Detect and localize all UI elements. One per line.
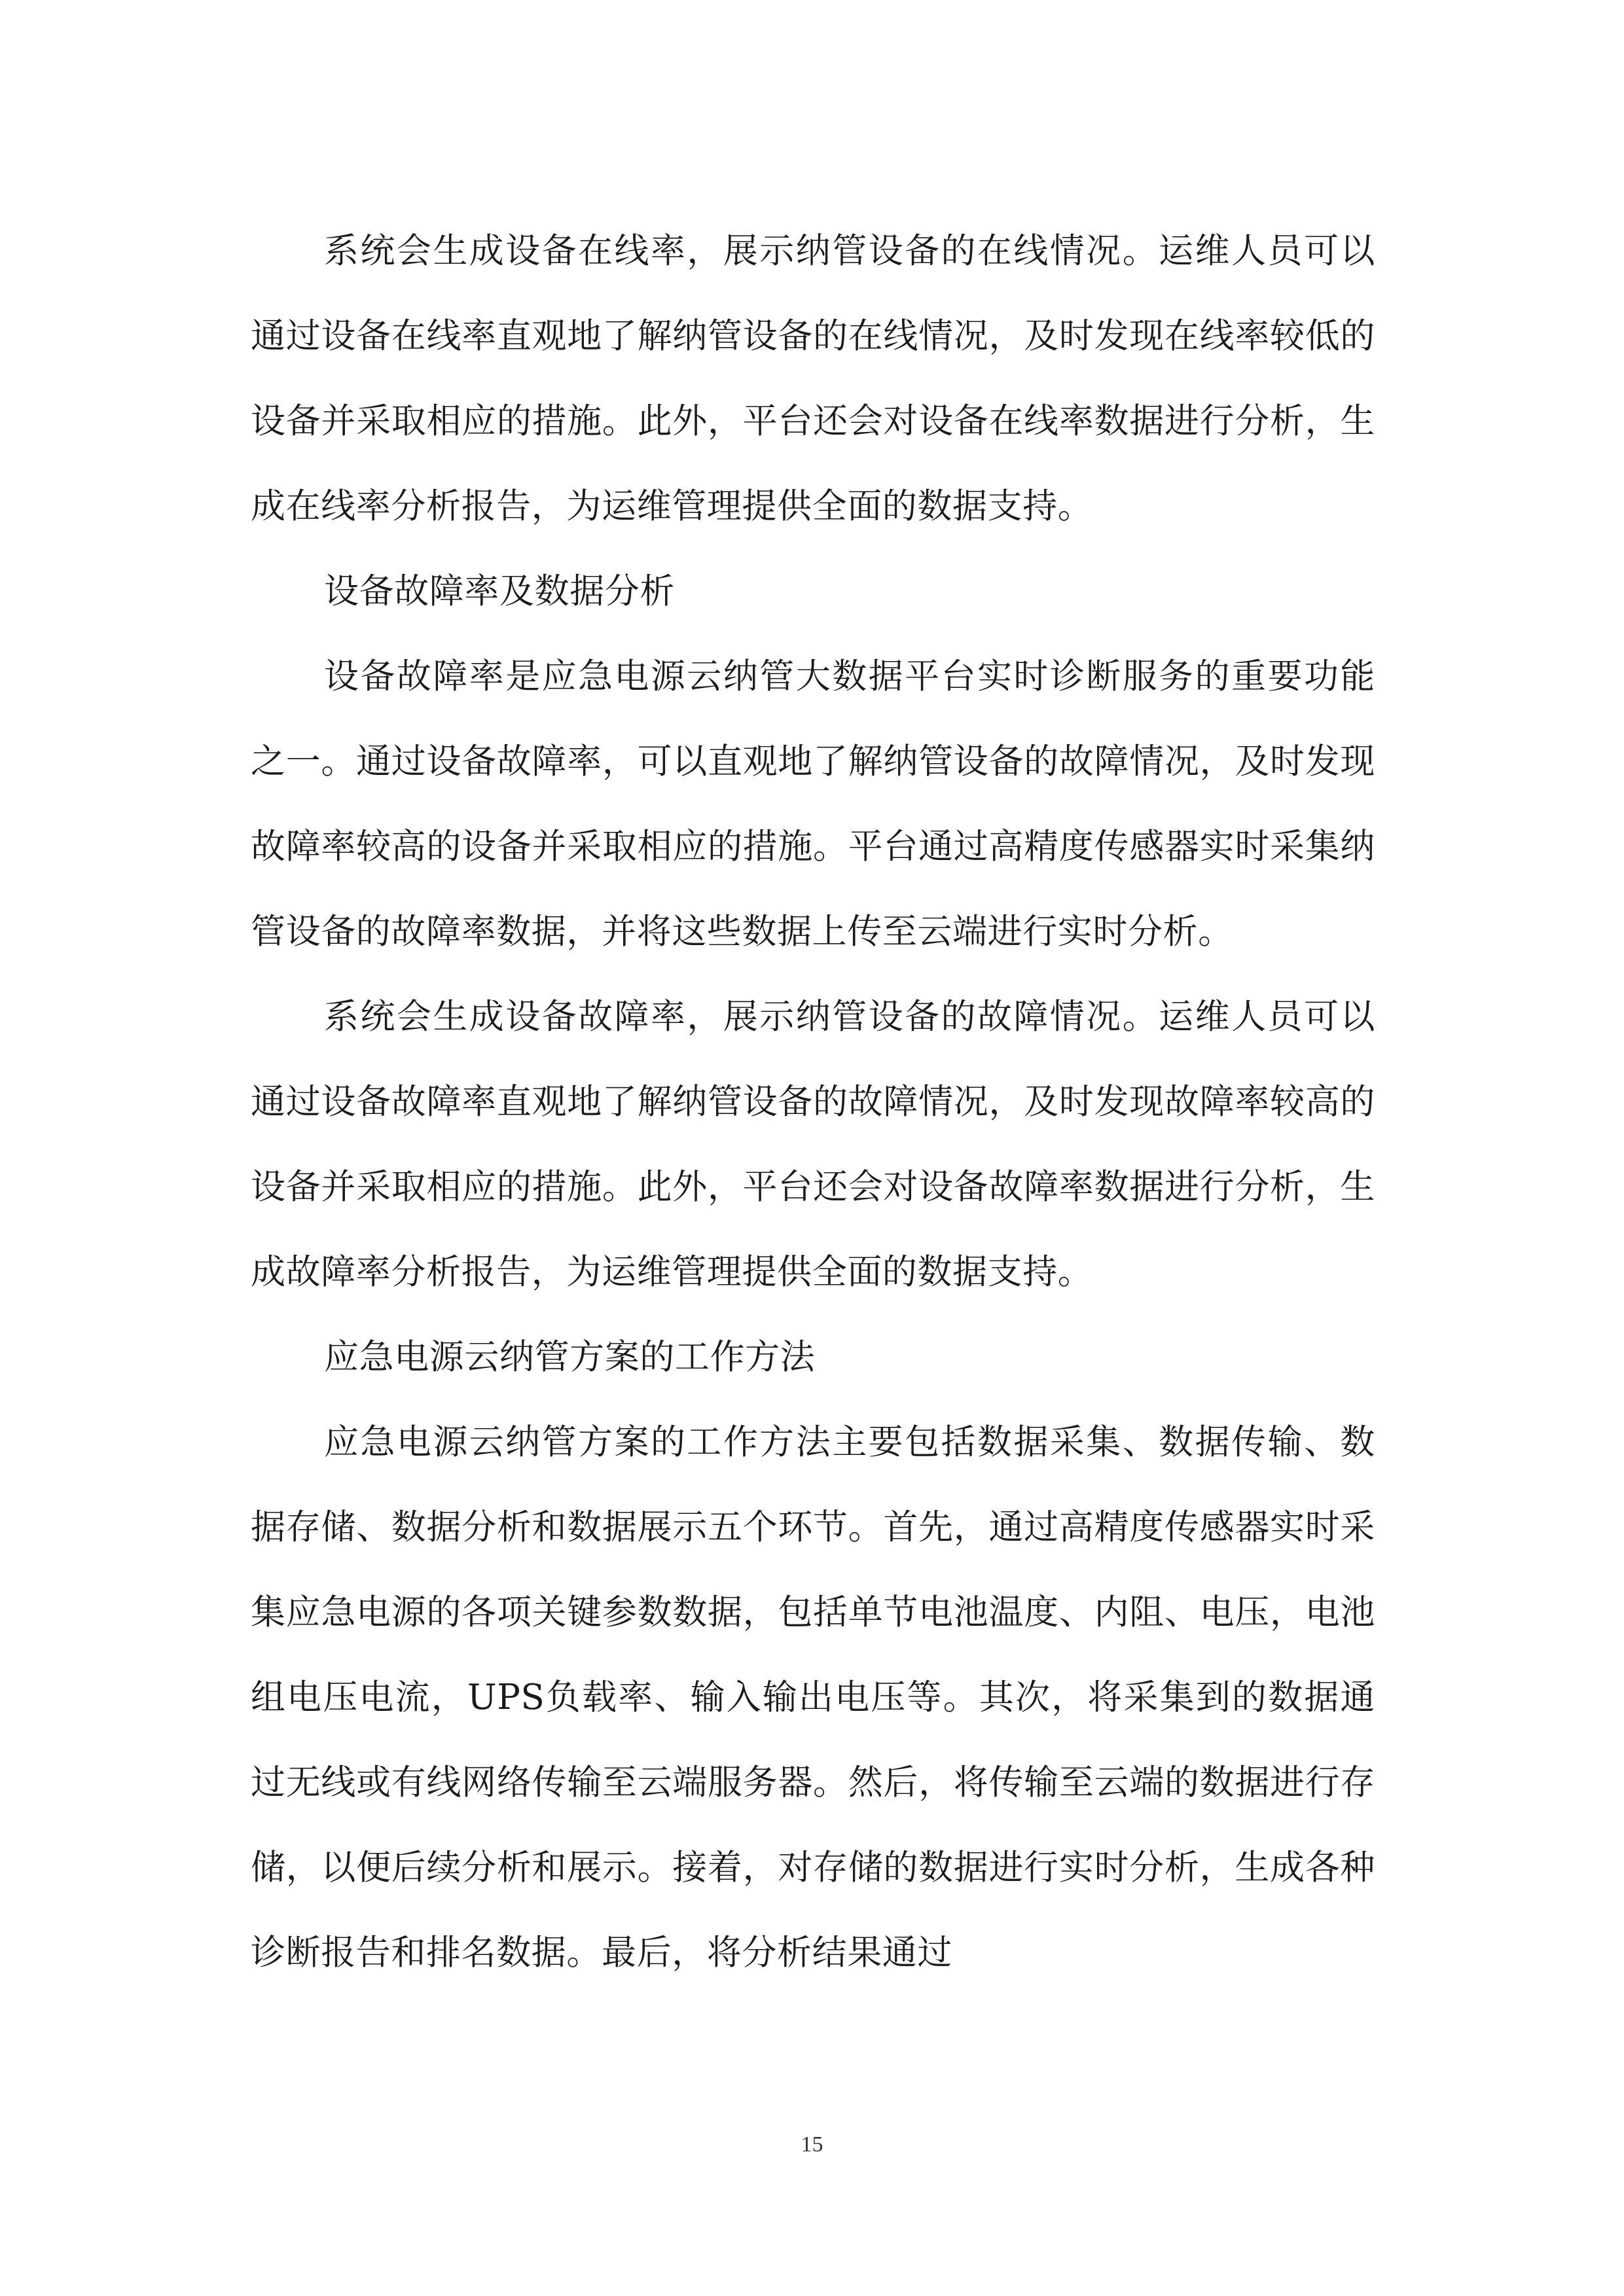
paragraph-working-method: 应急电源云纳管方案的工作方法主要包括数据采集、数据传输、数据存储、数据分析和数据展示五个环节。首先，通过高精度传感器实时采集应急电源的各项关键参数数据，包括单节电池温度、内阻、电压，电池组电压电流，UPS负载率、输入输出电压等。其次，将采集到的数据通过无线或有线网络传输至云端服务器。然后，将传输至云端的数据进行存储，以便后续分析和展示。接着，对存储的数据进行实时分析，生成各种诊断报告和排名数据。最后，将分析结果通过 xyxy=(251,1422,1375,1973)
section-heading-fault-rate: 设备故障率及数据分析 xyxy=(324,571,675,611)
paragraph-online-rate-summary: 系统会生成设备在线率，展示纳管设备的在线情况。运维人员可以通过设备在线率直观地了解纳管设备的在线情况，及时发现在线率较低的设备并采取相应的措施。此外，平台还会对设备在线率数据进行分析，生成在线率分析报告，为运维管理提供全面的数据支持。 xyxy=(251,231,1375,526)
paragraph-fault-rate-intro: 设备故障率是应急电源云纳管大数据平台实时诊断服务的重要功能之一。通过设备故障率，可以直观地了解纳管设备的故障情况，及时发现故障率较高的设备并采取相应的措施。平台通过高精度传感器实时采集纳管设备的故障率数据，并将这些数据上传至云端进行实时分析。 xyxy=(251,656,1375,952)
body-text xyxy=(251,209,1375,1996)
page-number: 15 xyxy=(801,2132,823,2157)
section-heading-working-method: 应急电源云纳管方案的工作方法 xyxy=(324,1337,816,1377)
paragraph-fault-rate-summary: 系统会生成设备故障率，展示纳管设备的故障情况。运维人员可以通过设备故障率直观地了解纳管设备的故障情况，及时发现故障率较高的设备并采取相应的措施。此外，平台还会对设备故障率数据进行分析，生成故障率分析报告，为运维管理提供全面的数据支持。 xyxy=(251,997,1375,1292)
